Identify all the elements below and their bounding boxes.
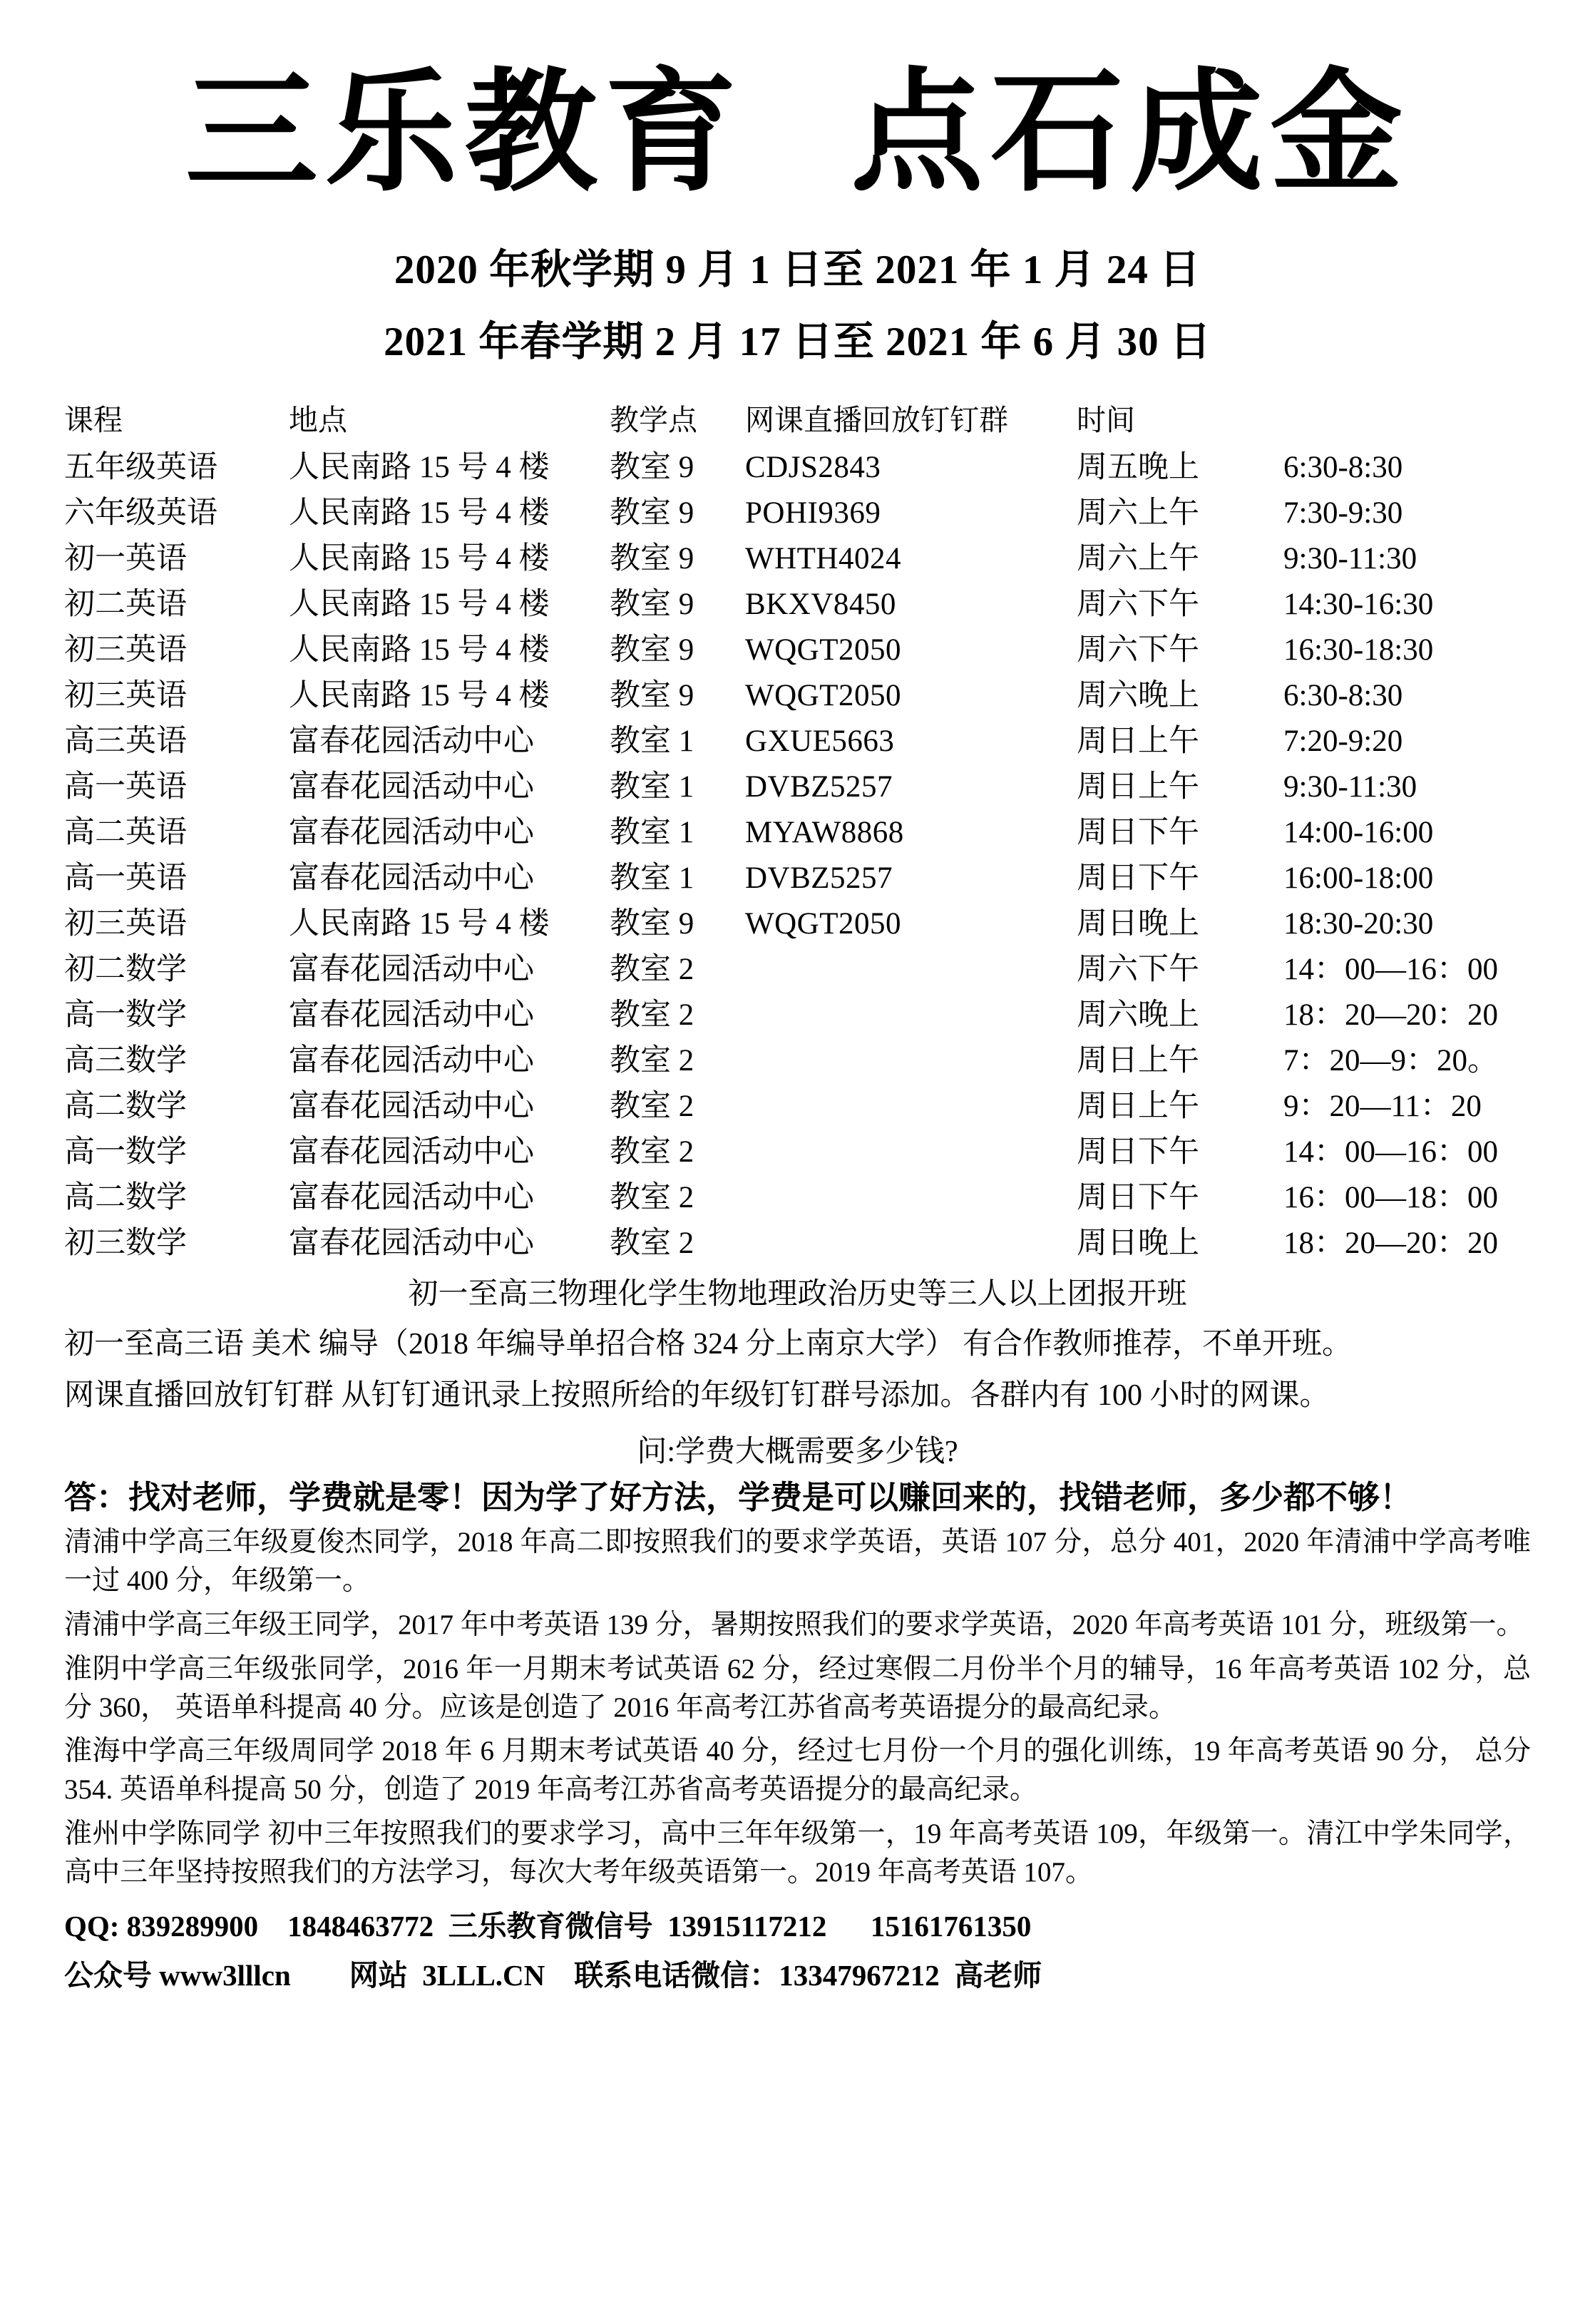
cell-dingtalk-group xyxy=(745,993,1077,1038)
cell-time: 16：00—18：00 xyxy=(1283,1181,1498,1215)
header-course: 课程 xyxy=(64,404,123,437)
cell-room: 教室 1 xyxy=(610,861,694,896)
cell-place: 富春花园活动中心 xyxy=(289,1090,534,1124)
cell-day: 周六晚上 xyxy=(1077,679,1199,713)
testimonial-paragraph: 清浦中学高三年级夏俊杰同学，2018 年高二即按照我们的要求学英语，英语 107 分，总分 401，2020 年清浦中学高考唯一过 400 分，年级第一。 xyxy=(64,1527,1531,1597)
cell-dingtalk-group: POHI9369 xyxy=(745,496,881,531)
cell-time: 14：00—16：00 xyxy=(1283,953,1498,987)
cell-dingtalk-group: DVBZ5257 xyxy=(745,861,893,896)
cell-time: 6:30-8:30 xyxy=(1283,679,1403,713)
cell-place: 人民南路 15 号 4 楼 xyxy=(289,679,550,713)
cell-day: 周日上午 xyxy=(1077,1090,1199,1124)
table-row xyxy=(64,901,1533,947)
testimonial-list xyxy=(64,1523,1531,1891)
cell-course: 高一数学 xyxy=(64,1135,187,1169)
cell-dingtalk-group: WQGT2050 xyxy=(745,679,901,713)
note-group-class: 初一至高三物理化学生物地理政治历史等三人以上团报开班 xyxy=(408,1278,1187,1311)
cell-room: 教室 2 xyxy=(610,953,694,987)
table-row xyxy=(64,628,1533,673)
cell-course: 六年级英语 xyxy=(64,496,217,531)
cell-time: 9:30-11:30 xyxy=(1283,542,1417,576)
cell-dingtalk-group: BKXV8450 xyxy=(745,588,896,622)
cell-time: 7:20-9:20 xyxy=(1283,725,1403,759)
cell-time: 18：20—20：20 xyxy=(1283,1227,1498,1261)
cell-day: 周日上午 xyxy=(1077,1044,1199,1078)
cell-room: 教室 1 xyxy=(610,725,694,759)
header-group: 网课直播回放钉钉群 xyxy=(745,404,1008,437)
table-row xyxy=(64,993,1533,1038)
cell-course: 高一数学 xyxy=(64,998,187,1033)
cell-day: 周日下午 xyxy=(1077,1135,1199,1169)
cell-dingtalk-group xyxy=(745,1221,1077,1266)
cell-course: 高二数学 xyxy=(64,1090,187,1124)
contact-line-qq: QQ: 839289900 1848463772 三乐教育微信号 13915117212 15161761350 xyxy=(64,1909,1032,1942)
testimonial-paragraph: 淮州中学陈同学 初中三年按照我们的要求学习，高中三年年级第一，19 年高考英语 109，年级第一。清江中学朱同学，高中三年坚持按照我们的方法学习，每次大考年级英语第一。2019 年高考英语 107。 xyxy=(64,1818,1531,1888)
cell-place: 富春花园活动中心 xyxy=(289,998,534,1033)
cell-room: 教室 9 xyxy=(610,588,694,622)
cell-place: 人民南路 15 号 4 楼 xyxy=(289,633,550,667)
cell-dingtalk-group: WQGT2050 xyxy=(745,907,901,941)
testimonial-paragraph: 淮海中学高三年级周同学 2018 年 6 月期末考试英语 40 分，经过七月份一个月的强化训练，19 年高考英语 90 分， 总分 354. 英语单科提高 50 分，创造了 2019 年高考江苏省高考英语提分的最高纪录。 xyxy=(64,1736,1531,1806)
cell-room: 教室 9 xyxy=(610,496,694,531)
cell-place: 富春花园活动中心 xyxy=(289,770,534,804)
cell-day: 周日下午 xyxy=(1077,1181,1199,1215)
term-spring: 2021 年春学期 2 月 17 日至 2021 年 6 月 30 日 xyxy=(384,319,1211,364)
cell-place: 富春花园活动中心 xyxy=(289,1135,534,1169)
cell-time: 9:30-11:30 xyxy=(1283,770,1417,804)
cell-dingtalk-group: WQGT2050 xyxy=(745,633,901,667)
note-dingtalk: 网课直播回放钉钉群 从钉钉通讯录上按照所给的年级钉钉群号添加。各群内有 100 小时的网课。 xyxy=(64,1379,1330,1413)
cell-dingtalk-group: DVBZ5257 xyxy=(745,770,893,804)
cell-time: 14:30-16:30 xyxy=(1283,588,1434,622)
testimonial-paragraph: 清浦中学高三年级王同学，2017 年中考英语 139 分，暑期按照我们的要求学英语，2020 年高考英语 101 分，班级第一。 xyxy=(64,1609,1524,1640)
cell-day: 周日上午 xyxy=(1077,725,1199,759)
table-row xyxy=(64,810,1533,856)
cell-time: 14:00-16:00 xyxy=(1283,816,1434,850)
cell-time: 18:30-20:30 xyxy=(1283,907,1434,941)
cell-day: 周五晚上 xyxy=(1077,451,1199,485)
cell-room: 教室 1 xyxy=(610,816,694,850)
term-autumn: 2020 年秋学期 9 月 1 日至 2021 年 1 月 24 日 xyxy=(394,247,1201,292)
cell-room: 教室 9 xyxy=(610,451,694,485)
cell-day: 周六上午 xyxy=(1077,496,1199,531)
cell-time: 16:30-18:30 xyxy=(1283,633,1434,667)
cell-course: 五年级英语 xyxy=(64,451,217,485)
cell-dingtalk-group xyxy=(745,947,1077,993)
cell-room: 教室 2 xyxy=(610,998,694,1033)
table-row xyxy=(64,491,1533,536)
contact-line-web: 公众号 www3lllcn 网站 3LLL.CN 联系电话微信：13347967212 高老师 xyxy=(64,1958,1042,1992)
cell-room: 教室 2 xyxy=(610,1044,694,1078)
cell-time: 6:30-8:30 xyxy=(1283,451,1403,485)
table-row xyxy=(64,1221,1533,1266)
cell-course: 高二英语 xyxy=(64,816,187,850)
header-room: 教学点 xyxy=(610,404,697,437)
cell-place: 人民南路 15 号 4 楼 xyxy=(289,907,550,941)
cell-course: 高一英语 xyxy=(64,861,187,896)
cell-time: 9：20—11：20 xyxy=(1283,1090,1482,1124)
table-row xyxy=(64,719,1533,764)
cell-time: 14：00—16：00 xyxy=(1283,1135,1498,1169)
cell-room: 教室 1 xyxy=(610,770,694,804)
cell-place: 富春花园活动中心 xyxy=(289,1044,534,1078)
cell-day: 周日下午 xyxy=(1077,816,1199,850)
cell-time: 18：20—20：20 xyxy=(1283,998,1498,1033)
cell-place: 富春花园活动中心 xyxy=(289,1181,534,1215)
cell-place: 富春花园活动中心 xyxy=(289,816,534,850)
cell-place: 人民南路 15 号 4 楼 xyxy=(289,588,550,622)
cell-course: 初三英语 xyxy=(64,679,187,713)
table-row xyxy=(64,445,1533,491)
cell-course: 初三英语 xyxy=(64,907,187,941)
cell-time: 7:30-9:30 xyxy=(1283,496,1403,531)
cell-room: 教室 2 xyxy=(610,1090,694,1124)
table-row xyxy=(64,947,1533,993)
cell-room: 教室 9 xyxy=(610,633,694,667)
cell-course: 高一英语 xyxy=(64,770,187,804)
cell-room: 教室 2 xyxy=(610,1227,694,1261)
cell-dingtalk-group xyxy=(745,1038,1077,1084)
cell-dingtalk-group: WHTH4024 xyxy=(745,542,901,576)
flyer-page xyxy=(0,53,1595,2324)
table-row xyxy=(64,856,1533,901)
cell-dingtalk-group: MYAW8868 xyxy=(745,816,904,850)
table-row xyxy=(64,764,1533,810)
cell-day: 周日晚上 xyxy=(1077,1227,1199,1261)
cell-course: 高二数学 xyxy=(64,1181,187,1215)
header-time: 时间 xyxy=(1077,404,1135,437)
table-row xyxy=(64,1175,1533,1221)
table-row xyxy=(64,1038,1533,1084)
cell-course: 高三英语 xyxy=(64,725,187,759)
table-row xyxy=(64,673,1533,719)
cell-room: 教室 2 xyxy=(610,1181,694,1215)
masthead-title: 三乐教育 点石成金 xyxy=(185,53,1410,210)
table-row xyxy=(64,1084,1533,1130)
cell-place: 人民南路 15 号 4 楼 xyxy=(289,542,550,576)
cell-day: 周日上午 xyxy=(1077,770,1199,804)
cell-room: 教室 9 xyxy=(610,542,694,576)
cell-room: 教室 2 xyxy=(610,1135,694,1169)
cell-course: 初三英语 xyxy=(64,633,187,667)
cell-time: 16:00-18:00 xyxy=(1283,861,1434,896)
cell-dingtalk-group xyxy=(745,1084,1077,1130)
cell-course: 高三数学 xyxy=(64,1044,187,1078)
faq-answer: 答：找对老师，学费就是零！因为学了好方法，学费是可以赚回来的，找错老师，多少都不够！ xyxy=(64,1480,1412,1516)
cell-dingtalk-group: GXUE5663 xyxy=(745,725,895,759)
cell-place: 富春花园活动中心 xyxy=(289,861,534,896)
cell-room: 教室 9 xyxy=(610,679,694,713)
cell-day: 周日晚上 xyxy=(1077,907,1199,941)
table-row xyxy=(64,1130,1533,1175)
cell-day: 周日下午 xyxy=(1077,861,1199,896)
cell-day: 周六晚上 xyxy=(1077,998,1199,1033)
table-row xyxy=(64,582,1533,628)
cell-day: 周六下午 xyxy=(1077,633,1199,667)
note-arts: 初一至高三语 美术 编导（2018 年编导单招合格 324 分上南京大学） 有合作教师推荐，不单开班。 xyxy=(64,1327,1353,1361)
table-header-row xyxy=(64,399,1533,445)
cell-place: 富春花园活动中心 xyxy=(289,953,534,987)
cell-place: 富春花园活动中心 xyxy=(289,1227,534,1261)
cell-day: 周六下午 xyxy=(1077,953,1199,987)
class-schedule-table xyxy=(64,399,1533,1266)
table-row xyxy=(64,536,1533,582)
cell-course: 初三数学 xyxy=(64,1227,187,1261)
cell-dingtalk-group xyxy=(745,1175,1077,1221)
cell-day: 周六上午 xyxy=(1077,542,1199,576)
cell-course: 初二数学 xyxy=(64,953,187,987)
cell-dingtalk-group: CDJS2843 xyxy=(745,451,881,485)
cell-place: 富春花园活动中心 xyxy=(289,725,534,759)
testimonial-paragraph: 淮阴中学高三年级张同学，2016 年一月期末考试英语 62 分，经过寒假二月份半个月的辅导，16 年高考英语 102 分，总分 360， 英语单科提高 40 分。应该是创造了 2016 年高考江苏省高考英语提分的最高纪录。 xyxy=(64,1653,1531,1723)
header-place: 地点 xyxy=(289,404,347,437)
cell-place: 人民南路 15 号 4 楼 xyxy=(289,496,550,531)
cell-place: 人民南路 15 号 4 楼 xyxy=(289,451,550,485)
faq-question: 问:学费大概需要多少钱? xyxy=(637,1435,958,1469)
cell-room: 教室 9 xyxy=(610,907,694,941)
cell-time: 7：20—9：20。 xyxy=(1283,1044,1498,1078)
cell-course: 初二英语 xyxy=(64,588,187,622)
cell-dingtalk-group xyxy=(745,1130,1077,1175)
cell-course: 初一英语 xyxy=(64,542,187,576)
cell-day: 周六下午 xyxy=(1077,588,1199,622)
